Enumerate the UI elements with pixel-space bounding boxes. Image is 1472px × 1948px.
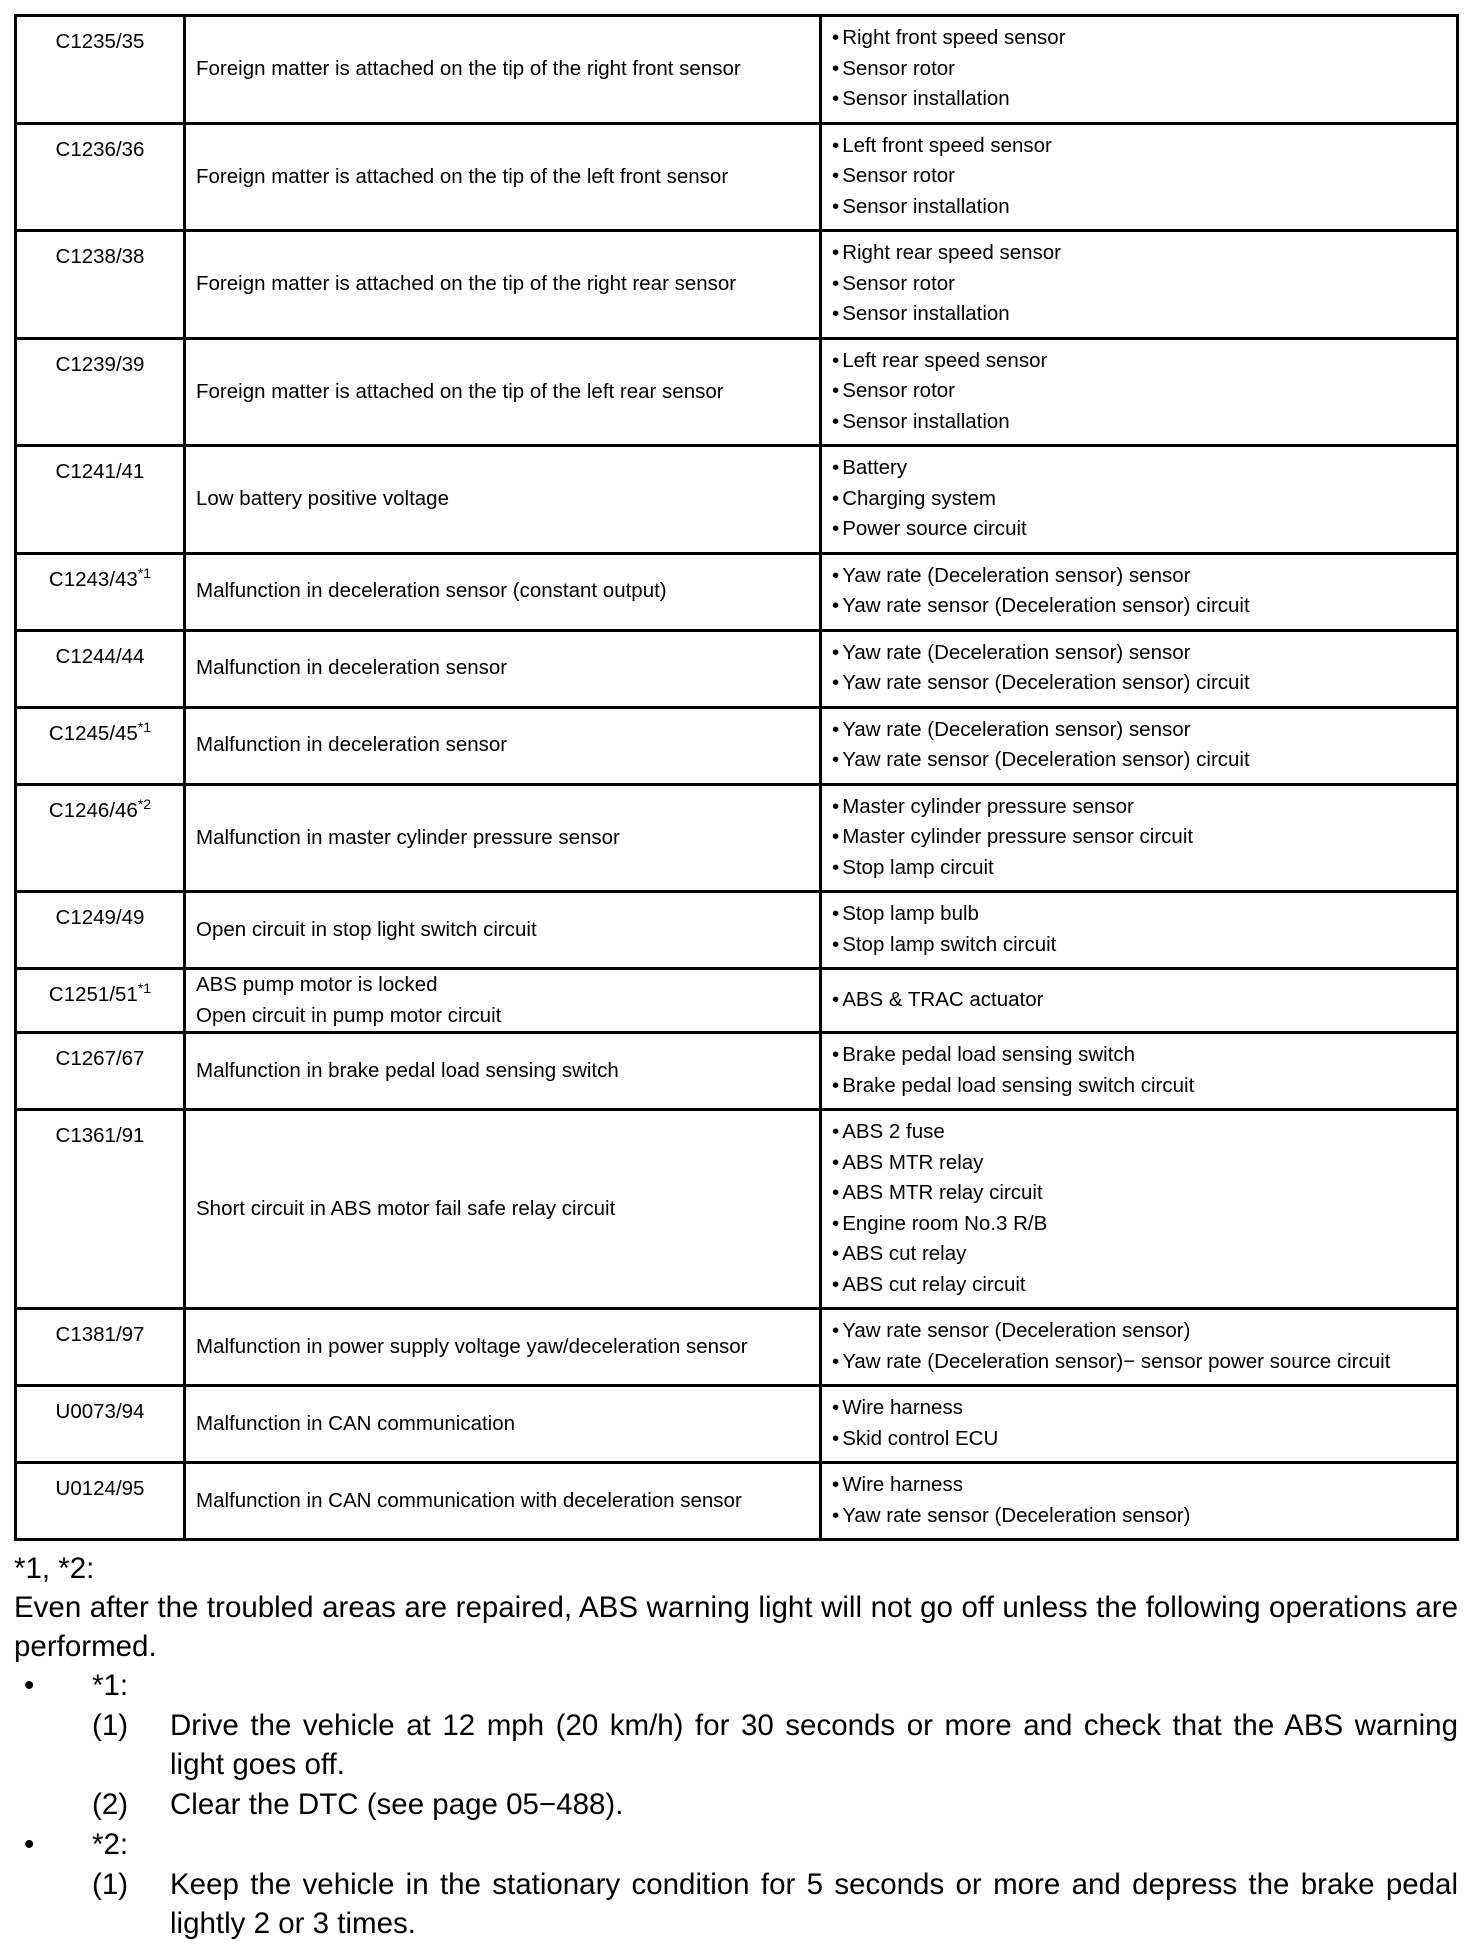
- trouble-area-cell: [821, 1463, 1458, 1540]
- detection-item-text: Foreign matter is attached on the tip of the left rear sensor: [196, 379, 724, 403]
- trouble-area-item: • Sensor rotor: [832, 54, 1450, 85]
- detection-item-text: Malfunction in CAN communication with deceleration sensor: [196, 1488, 742, 1512]
- trouble-area-cell: [821, 630, 1458, 707]
- table-row: [16, 1110, 1458, 1309]
- detection-item-text: Open circuit in pump motor circuit: [196, 1003, 502, 1027]
- detection-item-cell: [185, 1386, 821, 1463]
- dtc-code: C1251/51: [48, 983, 138, 1006]
- step-text: Drive the vehicle at 12 mph (20 km/h) for 30 seconds or more and check that the ABS warning light goes off.: [170, 1709, 1458, 1781]
- trouble-area-item: • Yaw rate sensor (Deceleration sensor) circuit: [832, 591, 1450, 622]
- trouble-area-item: • Battery: [832, 453, 1450, 484]
- notes-bullet-list: [14, 1666, 1458, 1943]
- dtc-code: C1244/44: [55, 644, 145, 668]
- trouble-area-item: • Wire harness: [832, 1470, 1450, 1501]
- trouble-area-cell: [821, 784, 1458, 892]
- dtc-code-cell: [16, 707, 185, 784]
- dtc-code: C1361/91: [55, 1124, 145, 1147]
- trouble-area-item: • ABS & TRAC actuator: [832, 985, 1450, 1016]
- table-row: [16, 1309, 1458, 1386]
- detection-item-cell: [185, 1033, 821, 1110]
- table-row: [16, 892, 1458, 969]
- trouble-area-item: • Left rear speed sensor: [832, 346, 1450, 377]
- detection-item-text: Open circuit in stop light switch circuit: [196, 917, 537, 941]
- trouble-area-cell: [821, 16, 1458, 124]
- note-step: [14, 1785, 1458, 1824]
- dtc-code-cell: [16, 630, 185, 707]
- table-row: [16, 630, 1458, 707]
- trouble-area-cell: [821, 1309, 1458, 1386]
- step-text: Clear the DTC (see page 05−488).: [170, 1788, 624, 1821]
- trouble-area-item: • ABS MTR relay circuit: [832, 1178, 1450, 1209]
- detection-item-cell: [185, 1309, 821, 1386]
- detection-item-text: Malfunction in power supply voltage yaw/deceleration sensor: [196, 1334, 748, 1358]
- detection-item-text: Malfunction in brake pedal load sensing switch: [196, 1058, 619, 1082]
- detection-item-cell: [185, 892, 821, 969]
- dtc-code: C1241/41: [55, 460, 145, 483]
- dtc-footnote-ref: *2: [137, 795, 152, 812]
- table-row: [16, 784, 1458, 892]
- trouble-area-item: • Stop lamp circuit: [832, 853, 1450, 884]
- detection-item-cell: [185, 1110, 821, 1309]
- trouble-area-item: • Stop lamp bulb: [832, 899, 1450, 930]
- detection-item-text: Short circuit in ABS motor fail safe relay circuit: [196, 1196, 616, 1220]
- notes-heading: *1, *2:: [14, 1552, 95, 1585]
- trouble-area-item: • Skid control ECU: [832, 1424, 1450, 1455]
- dtc-code-cell: [16, 446, 185, 554]
- dtc-footnote-ref: *1: [137, 980, 152, 996]
- note-bullet: [14, 1825, 1458, 1865]
- dtc-code: C1381/97: [55, 1323, 145, 1346]
- detection-item-cell: [185, 1463, 821, 1540]
- trouble-area-item: • Sensor rotor: [832, 376, 1450, 407]
- trouble-area-cell: [821, 1033, 1458, 1110]
- trouble-area-item: • ABS 2 fuse: [832, 1117, 1450, 1148]
- table-row: [16, 969, 1458, 1033]
- table-row: [16, 16, 1458, 124]
- table-row: [16, 338, 1458, 446]
- detection-item-text: Malfunction in deceleration sensor (constant output): [196, 579, 667, 603]
- trouble-area-cell: [821, 707, 1458, 784]
- detection-item-cell: [185, 16, 821, 124]
- detection-item-cell: [185, 969, 821, 1033]
- trouble-area-item: • Sensor installation: [832, 192, 1450, 223]
- trouble-area-item: • Wire harness: [832, 1393, 1450, 1424]
- trouble-area-item: • Yaw rate sensor (Deceleration sensor) circuit: [832, 745, 1450, 776]
- trouble-area-item: • Yaw rate (Deceleration sensor) sensor: [832, 638, 1450, 669]
- trouble-area-item: • Master cylinder pressure sensor: [832, 792, 1450, 823]
- dtc-code: C1246/46: [48, 798, 138, 822]
- trouble-area-item: • Charging system: [832, 484, 1450, 515]
- trouble-area-cell: [821, 1110, 1458, 1309]
- trouble-area-item: • Left front speed sensor: [832, 131, 1450, 162]
- trouble-area-item: • Engine room No.3 R/B: [832, 1209, 1450, 1240]
- trouble-area-item: • Sensor installation: [832, 407, 1450, 438]
- table-row: [16, 446, 1458, 554]
- trouble-area-item: • Sensor rotor: [832, 269, 1450, 300]
- step-number: (2): [92, 1788, 129, 1821]
- trouble-area-item: • Yaw rate sensor (Deceleration sensor): [832, 1501, 1450, 1532]
- trouble-area-cell: [821, 338, 1458, 446]
- notes-section: [14, 1549, 1458, 1944]
- detection-item-text: Foreign matter is attached on the tip of the right rear sensor: [196, 272, 737, 295]
- dtc-footnote-ref: *1: [137, 564, 152, 581]
- trouble-area-cell: [821, 231, 1458, 339]
- dtc-code: C1267/67: [55, 1047, 145, 1070]
- trouble-area-item: • Master cylinder pressure sensor circuit: [832, 822, 1450, 853]
- trouble-area-item: • Right rear speed sensor: [832, 238, 1450, 269]
- dtc-code: C1249/49: [55, 906, 145, 929]
- trouble-area-item: • Right front speed sensor: [832, 23, 1450, 54]
- trouble-area-cell: [821, 553, 1458, 630]
- dtc-code-cell: [16, 16, 185, 124]
- dtc-code-cell: [16, 338, 185, 446]
- table-row: [16, 1463, 1458, 1540]
- trouble-area-item: • ABS cut relay: [832, 1239, 1450, 1270]
- detection-item-text: ABS pump motor is locked: [196, 973, 438, 996]
- trouble-area-item: • Yaw rate sensor (Deceleration sensor) circuit: [832, 668, 1450, 699]
- dtc-code: C1243/43: [48, 567, 138, 591]
- dtc-code-cell: [16, 892, 185, 969]
- detection-item-text: Foreign matter is attached on the tip of the left front sensor: [196, 164, 729, 188]
- trouble-area-item: • Yaw rate (Deceleration sensor) sensor: [832, 715, 1450, 746]
- dtc-code: U0124/95: [55, 1477, 145, 1500]
- dtc-code-cell: [16, 1463, 185, 1540]
- dtc-table: [14, 14, 1459, 1541]
- bullet-marker: •: [24, 1828, 35, 1861]
- detection-item-text: Malfunction in master cylinder pressure sensor: [196, 825, 620, 849]
- detection-item-text: Foreign matter is attached on the tip of the right front sensor: [196, 57, 741, 80]
- table-row: [16, 553, 1458, 630]
- dtc-code-cell: [16, 1033, 185, 1110]
- dtc-code-cell: [16, 969, 185, 1033]
- detection-item-cell: [185, 707, 821, 784]
- dtc-code: C1238/38: [55, 245, 145, 268]
- dtc-code-cell: [16, 1386, 185, 1463]
- detection-item-cell: [185, 338, 821, 446]
- table-row: [16, 231, 1458, 339]
- dtc-code-cell: [16, 553, 185, 630]
- trouble-area-cell: [821, 969, 1458, 1033]
- trouble-area-item: • Brake pedal load sensing switch circuit: [832, 1071, 1450, 1102]
- table-row: [16, 1033, 1458, 1110]
- trouble-area-item: • Power source circuit: [832, 514, 1450, 545]
- table-row: [16, 707, 1458, 784]
- trouble-area-cell: [821, 123, 1458, 231]
- trouble-area-item: • Sensor installation: [832, 84, 1450, 115]
- dtc-code-cell: [16, 123, 185, 231]
- trouble-area-item: • Brake pedal load sensing switch: [832, 1040, 1450, 1071]
- notes-intro: Even after the troubled areas are repaired, ABS warning light will not go off unless the following operations are performed.: [14, 1591, 1458, 1663]
- trouble-area-item: • Sensor rotor: [832, 161, 1450, 192]
- trouble-area-cell: [821, 1386, 1458, 1463]
- note-step: [14, 1865, 1458, 1943]
- dtc-footnote-ref: *1: [137, 718, 152, 735]
- trouble-area-item: • Sensor installation: [832, 299, 1450, 330]
- dtc-code-cell: [16, 1110, 185, 1309]
- note-bullet: [14, 1666, 1458, 1706]
- dtc-code-cell: [16, 231, 185, 339]
- dtc-code: U0073/94: [55, 1400, 145, 1423]
- dtc-code-cell: [16, 784, 185, 892]
- detection-item-cell: [185, 123, 821, 231]
- detection-item-text: Malfunction in deceleration sensor: [196, 656, 508, 680]
- dtc-code: C1245/45: [48, 721, 138, 745]
- bullet-marker: •: [24, 1669, 35, 1702]
- detection-item-cell: [185, 446, 821, 554]
- bullet-label: *1:: [92, 1669, 129, 1702]
- trouble-area-item: • Yaw rate (Deceleration sensor)− sensor power source circuit: [832, 1347, 1450, 1378]
- detection-item-cell: [185, 231, 821, 339]
- detection-item-cell: [185, 784, 821, 892]
- trouble-area-item: • ABS MTR relay: [832, 1148, 1450, 1179]
- trouble-area-item: • Yaw rate (Deceleration sensor) sensor: [832, 561, 1450, 592]
- dtc-code: C1235/35: [55, 30, 145, 53]
- bullet-label: *2:: [92, 1828, 129, 1861]
- step-text: Keep the vehicle in the stationary condition for 5 seconds or more and depress the brake pedal lightly 2 or 3 times.: [170, 1868, 1458, 1940]
- dtc-code: C1239/39: [55, 352, 145, 376]
- trouble-area-item: • Yaw rate sensor (Deceleration sensor): [832, 1316, 1450, 1347]
- dtc-code-cell: [16, 1309, 185, 1386]
- detection-item-cell: [185, 630, 821, 707]
- detection-item-cell: [185, 553, 821, 630]
- table-row: [16, 1386, 1458, 1463]
- note-step: [14, 1706, 1458, 1784]
- detection-item-text: Low battery positive voltage: [196, 487, 449, 510]
- trouble-area-cell: [821, 446, 1458, 554]
- dtc-code: C1236/36: [55, 137, 145, 161]
- dtc-table-body: [16, 16, 1458, 1540]
- detection-item-text: Malfunction in deceleration sensor: [196, 733, 508, 757]
- trouble-area-item: • ABS cut relay circuit: [832, 1270, 1450, 1301]
- step-number: (1): [92, 1709, 129, 1742]
- trouble-area-cell: [821, 892, 1458, 969]
- table-row: [16, 123, 1458, 231]
- trouble-area-item: • Stop lamp switch circuit: [832, 930, 1450, 961]
- detection-item-text: Malfunction in CAN communication: [196, 1411, 516, 1435]
- step-number: (1): [92, 1868, 129, 1901]
